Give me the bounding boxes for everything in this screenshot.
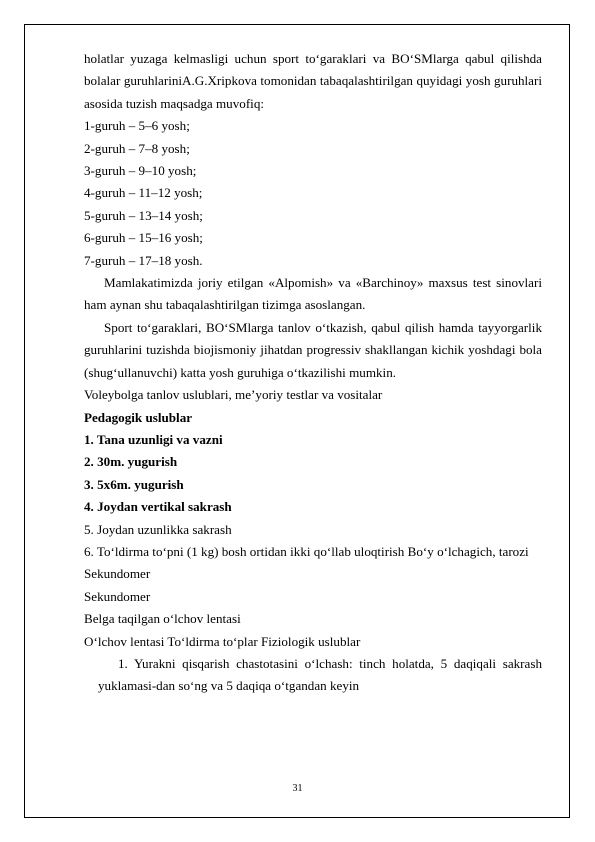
sekundomer-line: Sekundomer bbox=[84, 588, 151, 604]
group-line: 1-guruh – 5–6 yosh; bbox=[84, 118, 190, 134]
group-line: 4-guruh – 11–12 yosh; bbox=[84, 185, 203, 201]
sekundomer-line: Sekundomer bbox=[84, 566, 151, 582]
belga-line: Belga taqilgan o‘lchov lentasi bbox=[84, 611, 241, 627]
section-heading: Pedagogik uslublar bbox=[84, 409, 193, 425]
group-line: 6-guruh – 15–16 yosh; bbox=[84, 230, 203, 246]
bold-list-item: 1. Tana uzunligi va vazni bbox=[84, 431, 223, 447]
bold-list-item: 2. 30m. yugurish bbox=[84, 454, 178, 470]
group-line: 7-guruh – 17–18 yosh. bbox=[84, 252, 203, 268]
page-number: 31 bbox=[292, 783, 303, 794]
group-line: 3-guruh – 9–10 yosh; bbox=[84, 163, 197, 179]
document-body bbox=[84, 48, 542, 698]
list-item-5: 5. Joydan uzunlikka sakrash bbox=[84, 521, 232, 537]
physiology-item-1: 1. Yurakni qisqarish chastotasini o‘lchash: tinch holatda, 5 daqiqali sakrash yuklamasi-dan so‘ng va 5 daqiqa o‘tgandan keyin bbox=[98, 655, 542, 694]
intro-paragraph: holatlar yuzaga kelmasligi uchun sport to‘garaklari va BO‘SMlarga qabul qilishda bolalar guruhlariniA.G.Xripkova tomonidan tabaqalashtirilgan quyidagi yosh guruhlari asosida tuzish maqsadga muvofiq: bbox=[84, 51, 542, 111]
group-line: 5-guruh – 13–14 yosh; bbox=[84, 207, 203, 223]
selection-paragraph: Sport to‘garaklari, BO‘SMlarga tanlov o‘tkazish, qabul qilish hamda tayyorgarlik guruhlarini tuzishda biojismoniy jihatdan progressiv shakllangan kichik yoshdagi bola (shug‘ullanuvchi) katta yosh guruhiga o‘tkazilishi mumkin. bbox=[84, 319, 542, 380]
olchov-line: O‘lchov lentasi To‘ldirma to‘plar Fiziologik uslublar bbox=[84, 633, 361, 649]
voleybol-line: Voleybolga tanlov uslublari, me’yoriy testlar va vositalar bbox=[84, 387, 383, 403]
group-line: 2-guruh – 7–8 yosh; bbox=[84, 140, 190, 156]
bold-list-item: 4. Joydan vertikal sakrash bbox=[84, 499, 232, 515]
list-item-6: 6. To‘ldirma to‘pni (1 kg) bosh ortidan ikki qo‘llab uloqtirish Bo‘y o‘lchagich, tarozi bbox=[84, 543, 529, 559]
alpomish-paragraph: Mamlakatimizda joriy etilgan «Alpomish» va «Barchinoy» maxsus test sinovlari ham aynan shu tabaqalashtirilgan tizimga asoslangan. bbox=[84, 275, 542, 313]
bold-list-item: 3. 5x6m. yugurish bbox=[84, 476, 184, 492]
